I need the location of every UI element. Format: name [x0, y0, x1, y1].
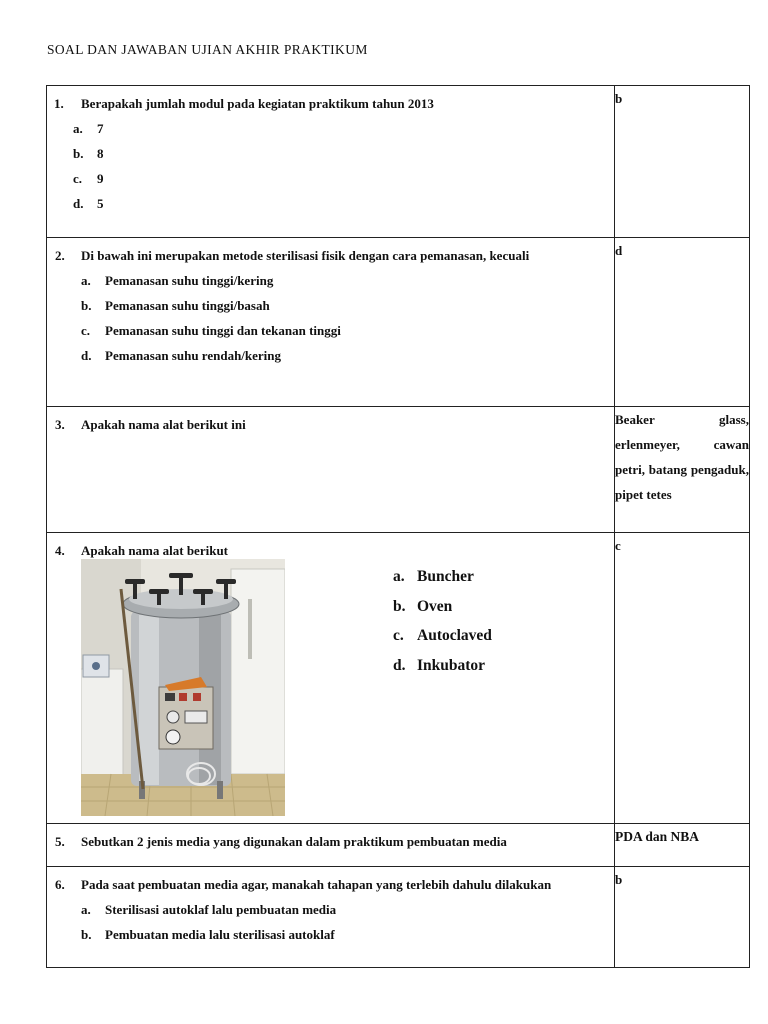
option-text: Sterilisasi autoklaf lalu pembuatan media — [105, 902, 337, 917]
question-cell — [47, 238, 615, 407]
option-item — [81, 897, 614, 922]
answer-cell — [615, 533, 750, 824]
option-text: Buncher — [417, 568, 474, 585]
answer-text: Beaker glass, erlenmeyer, cawan petri, batang pengaduk, pipet tetes — [615, 412, 749, 502]
option-letter: b. — [81, 927, 92, 942]
answer-cell — [615, 824, 750, 867]
option-text: Pemanasan suhu tinggi/basah — [105, 298, 270, 313]
answer-cell — [615, 238, 750, 407]
option-list — [47, 268, 614, 368]
question-cell — [47, 867, 615, 968]
question-text: Sebutkan 2 jenis media yang digunakan dalam praktikum pembuatan media — [81, 834, 507, 849]
option-letter: a. — [81, 273, 91, 288]
answer-text: b — [615, 91, 623, 106]
option-text: 9 — [97, 171, 104, 186]
question-number: 1. — [54, 96, 64, 111]
question-cell — [47, 533, 615, 824]
answer-text: c — [615, 538, 621, 553]
option-text: 8 — [97, 146, 104, 161]
option-letter: c. — [73, 171, 83, 186]
option-item — [81, 318, 614, 343]
answer-cell — [615, 407, 750, 533]
question-cell — [47, 86, 615, 238]
option-letter: a. — [393, 568, 405, 585]
question-number: 5. — [55, 834, 65, 849]
question-text: Berapakah jumlah modul pada kegiatan praktikum tahun 2013 — [81, 96, 434, 111]
question-number: 2. — [55, 248, 65, 263]
table-row — [47, 867, 750, 968]
question-answer-table — [46, 85, 750, 968]
answer-text: b — [615, 872, 623, 887]
table-row — [47, 533, 750, 824]
option-item — [393, 566, 492, 596]
option-item — [73, 191, 614, 216]
option-text: 7 — [97, 121, 104, 136]
option-item — [73, 116, 614, 141]
option-item — [393, 655, 492, 685]
option-item — [81, 268, 614, 293]
option-text: Inkubator — [417, 656, 486, 674]
answer-cell — [615, 867, 750, 968]
option-letter: a. — [73, 121, 83, 136]
image-option-list — [393, 566, 492, 684]
answer-cell — [615, 86, 750, 238]
option-letter: b. — [393, 597, 406, 615]
question-text: Apakah nama alat berikut — [81, 543, 228, 558]
option-item — [81, 343, 614, 368]
option-list — [47, 897, 614, 947]
question-cell — [47, 407, 615, 533]
answer-text: PDA dan NBA — [615, 829, 700, 844]
question-number: 4. — [55, 543, 65, 558]
option-letter: c. — [393, 627, 404, 644]
option-letter: d. — [81, 348, 92, 363]
option-letter: b. — [81, 298, 92, 313]
table-row — [47, 238, 750, 407]
question-number: 3. — [55, 417, 65, 432]
option-letter: b. — [73, 146, 84, 161]
question-cell — [47, 824, 615, 867]
option-letter: d. — [393, 656, 406, 674]
option-item — [81, 922, 614, 947]
option-item — [393, 596, 492, 626]
option-letter: c. — [81, 323, 91, 338]
option-text: Pemanasan suhu tinggi dan tekanan tinggi — [105, 323, 341, 338]
option-item — [73, 166, 614, 191]
option-item — [81, 293, 614, 318]
autoclave-photo — [81, 559, 285, 816]
question-number: 6. — [55, 877, 65, 892]
table-row — [47, 407, 750, 533]
option-text: Pemanasan suhu tinggi/kering — [105, 273, 274, 288]
question-text: Di bawah ini merupakan metode sterilisasi fisik dengan cara pemanasan, kecuali — [81, 248, 530, 263]
answer-text: d — [615, 243, 623, 258]
option-text: Pemanasan suhu rendah/kering — [105, 348, 282, 363]
option-text: 5 — [97, 196, 104, 211]
table-row — [47, 86, 750, 238]
question-text: Apakah nama alat berikut ini — [81, 417, 246, 432]
option-list — [47, 116, 614, 216]
option-text: Pembuatan media lalu sterilisasi autoklaf — [105, 927, 335, 942]
document-title: SOAL DAN JAWABAN UJIAN AKHIR PRAKTIKUM — [47, 42, 368, 57]
question-text: Pada saat pembuatan media agar, manakah tahapan yang terlebih dahulu dilakukan — [81, 877, 552, 892]
table-row — [47, 824, 750, 867]
option-letter: a. — [81, 902, 91, 917]
option-letter: d. — [73, 196, 84, 211]
option-text: Oven — [417, 597, 453, 615]
option-item — [393, 625, 492, 655]
option-item — [73, 141, 614, 166]
option-text: Autoclaved — [417, 627, 492, 644]
